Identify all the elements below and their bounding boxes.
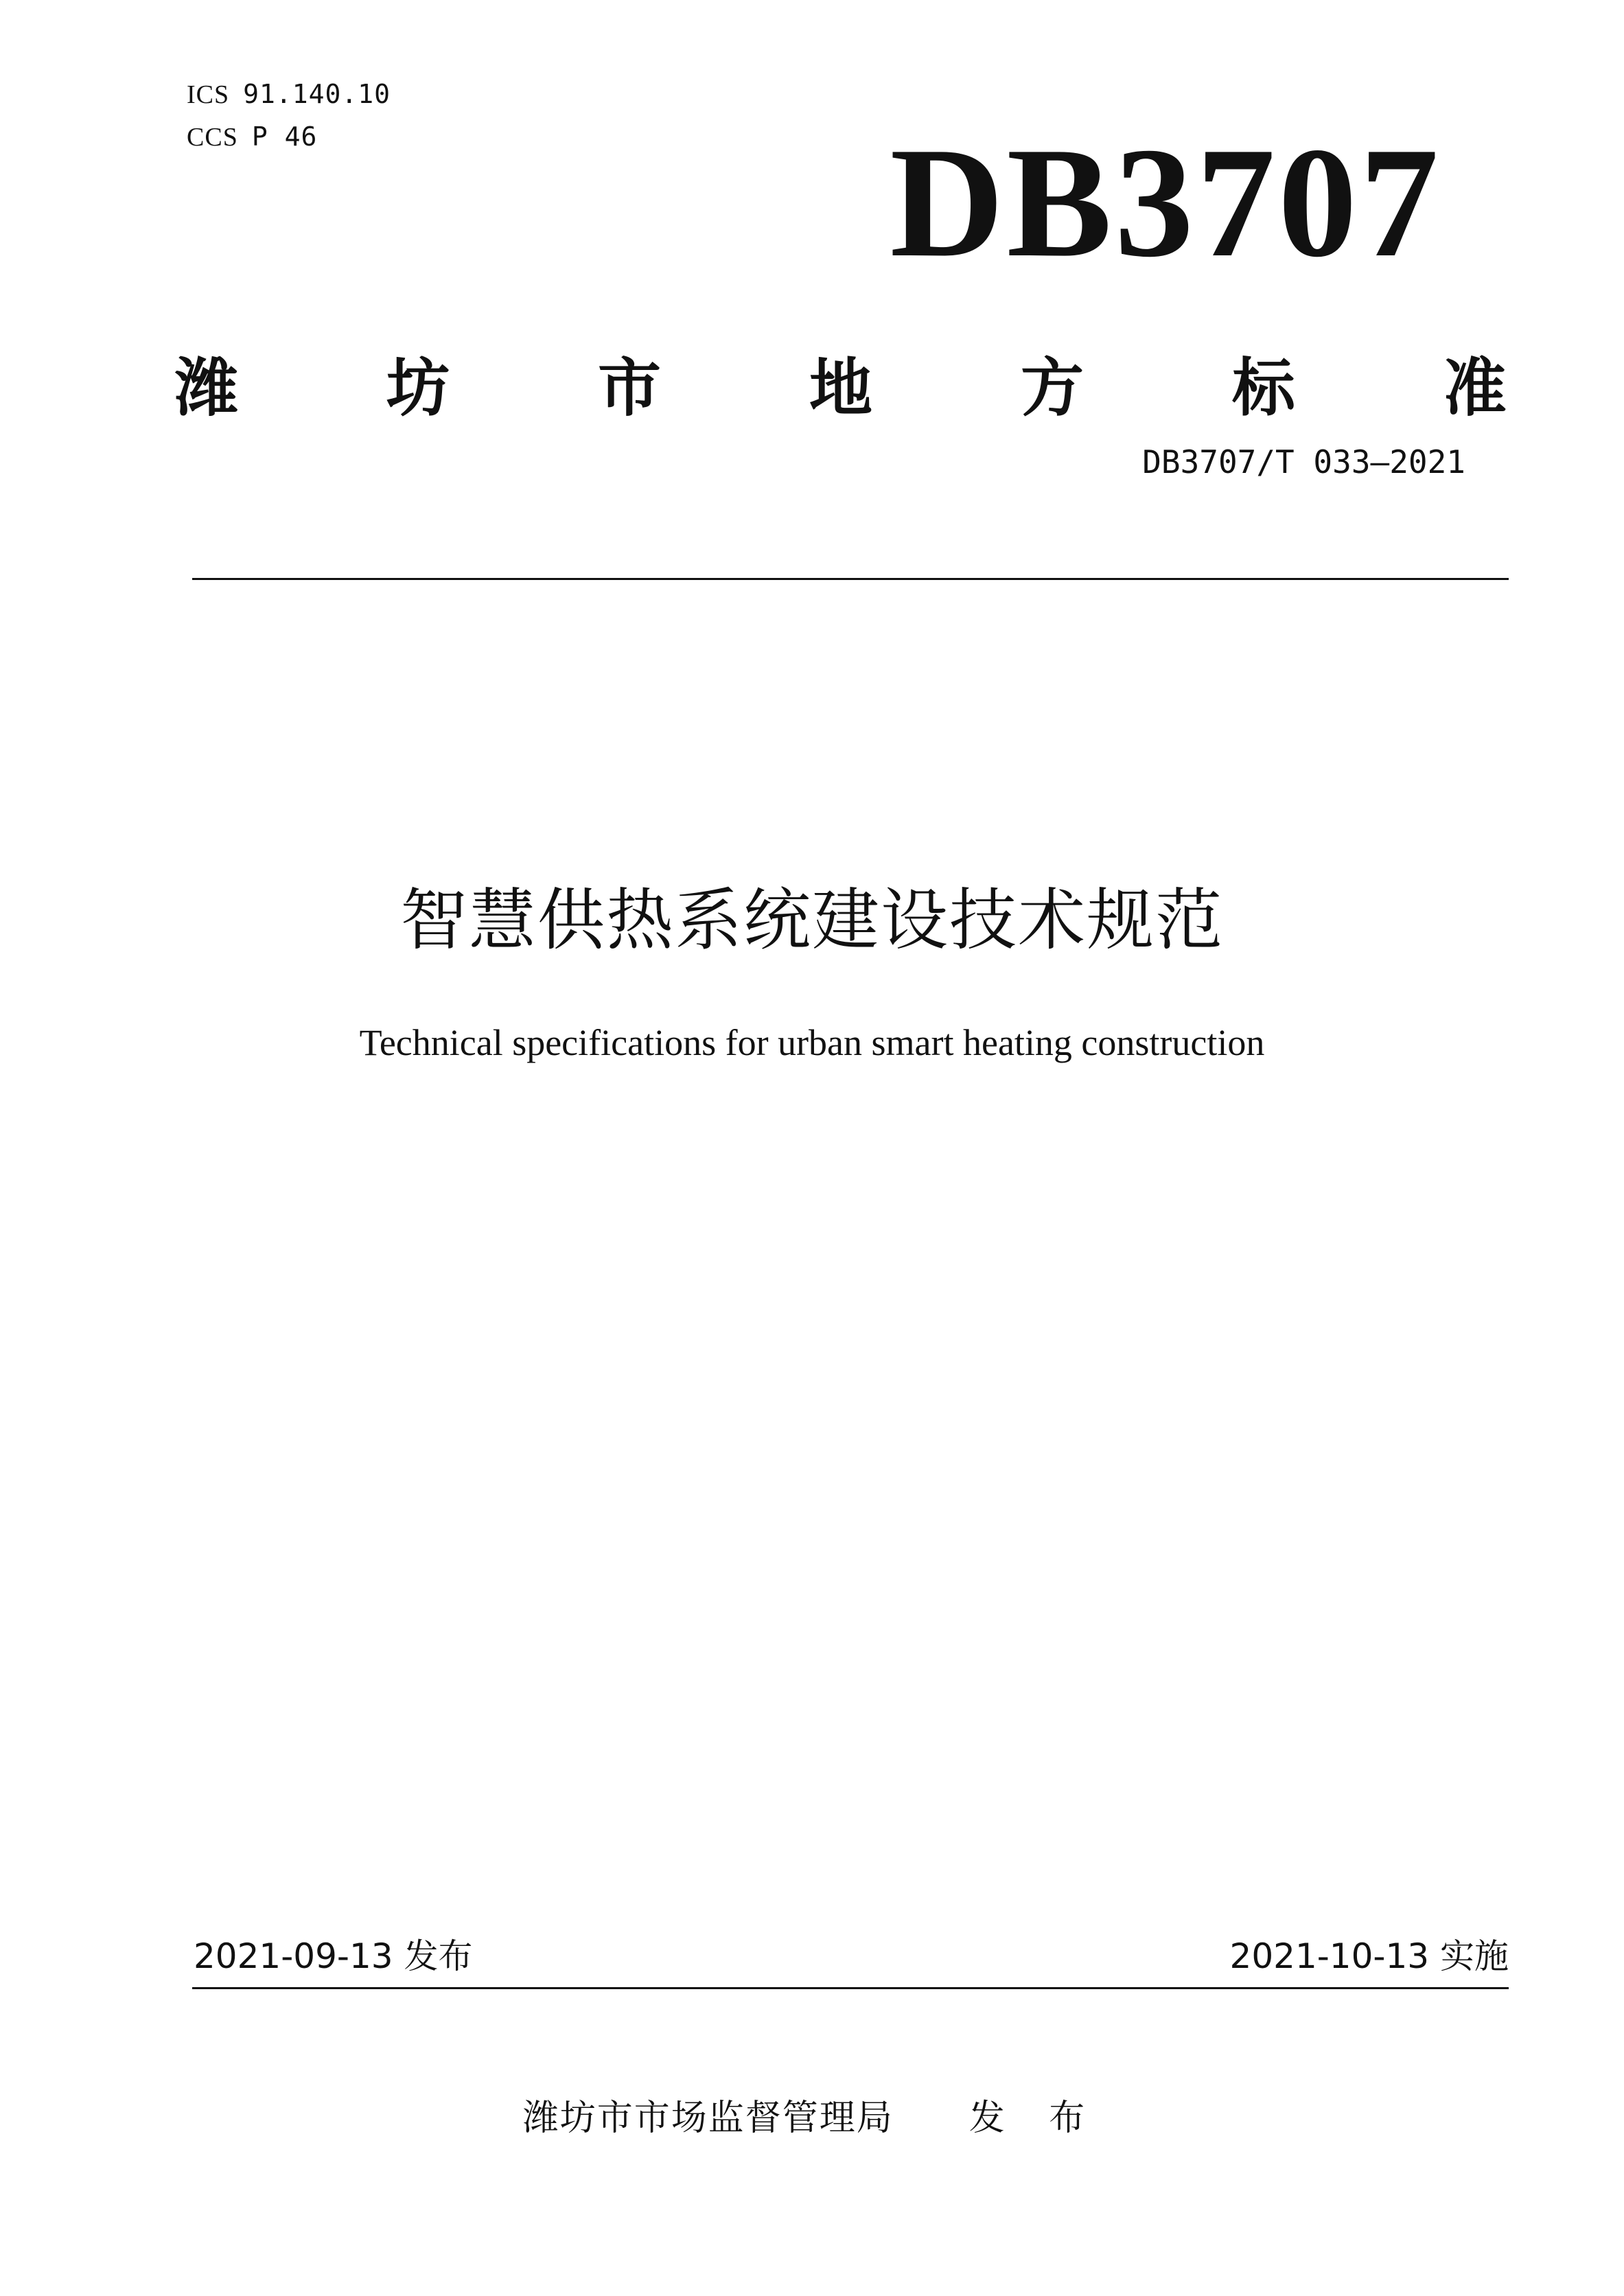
standard-type-char: 方 — [1020, 351, 1084, 425]
standard-type-char: 坊 — [386, 351, 450, 425]
top-divider — [192, 578, 1509, 580]
ics-code — [187, 81, 391, 108]
db-code-title: DB3707 — [890, 115, 1441, 290]
standard-type-char: 标 — [1231, 351, 1295, 425]
ccs-value: P 46 — [251, 121, 318, 152]
standard-type-char: 市 — [597, 351, 661, 425]
issuer-line — [0, 2098, 1624, 2139]
document-title-english: Technical specifications for urban smart heating construction — [359, 1022, 1265, 1063]
standard-type-char: 潍 — [175, 351, 239, 425]
standard-type-char: 地 — [809, 351, 872, 425]
standard-number: DB3707/T 033—2021 — [1142, 443, 1465, 480]
ics-value: 91.140.10 — [243, 79, 391, 109]
document-title-chinese: 智慧供热系统建设技术规范 — [399, 881, 1224, 960]
release-date: 2021-09-13 发布 — [194, 1936, 473, 1976]
effective-date: 2021-10-13 实施 — [1229, 1936, 1509, 1976]
ics-label: ICS — [187, 80, 230, 109]
ccs-label: CCS — [187, 123, 238, 152]
issuer-name: 潍坊市市场监督管理局 — [522, 2098, 894, 2139]
issue-action: 发 布 — [968, 2098, 1102, 2139]
ccs-code — [187, 121, 318, 152]
standard-type-char: 准 — [1443, 351, 1507, 425]
standard-type-heading — [175, 351, 1507, 425]
bottom-divider — [192, 1987, 1509, 1989]
